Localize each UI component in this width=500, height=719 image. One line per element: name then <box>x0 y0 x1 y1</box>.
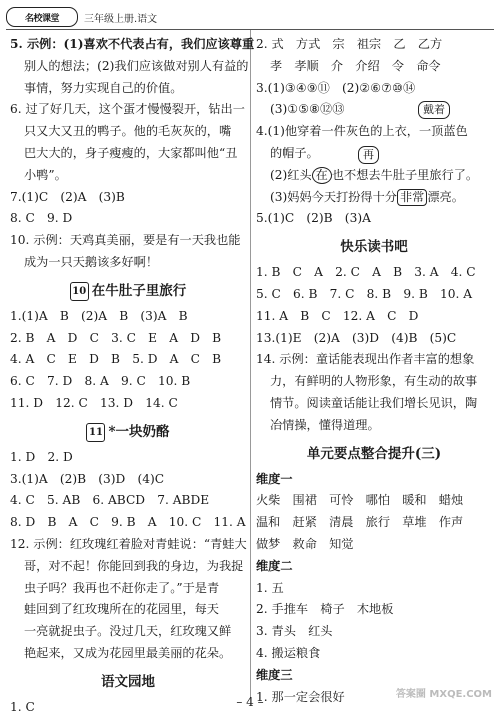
answer-line: 4. C 5. AB 6. ABCD 7. ABDE <box>10 493 210 508</box>
lesson-number-badge: 10 <box>70 282 89 301</box>
answer-line: 8. C 9. D <box>10 211 73 226</box>
answer-line: 温和 赶紧 清晨 旅行 草堆 作声 <box>256 515 464 530</box>
section-heading: 快乐读书吧 <box>340 239 408 256</box>
left-column <box>10 34 255 719</box>
answer-line: 3.(1)A (2)B (3)D (4)C <box>10 471 165 486</box>
answer-line: 5.(1)C (2)B (3)A <box>256 211 371 226</box>
lesson-title: *一块奶酪 <box>108 423 170 440</box>
answer-line <box>256 187 492 209</box>
answer-line: 3. 青头 红头 <box>256 624 333 639</box>
lesson-heading <box>10 420 246 444</box>
answer-line: 11. D 12. C 13. D 14. C <box>10 395 178 410</box>
answer-line: 3.(1)③④⑨⑪ (2)②⑥⑦⑩⑭ <box>256 80 416 95</box>
answer-line: 5. C 6. B 7. C 8. B 9. B 10. A <box>256 286 473 301</box>
answer-line: 冶情操，懂得道理。 <box>270 417 380 432</box>
answer-line: 巴大大的，身子瘦瘦的，大家都叫他“丑 <box>24 145 238 160</box>
book-logo: 名校课堂 <box>6 7 78 27</box>
answer-line: 7.(1)C (2)A (3)B <box>10 189 125 204</box>
answer-line: 情节。阅读童话能让我们增长见识，陶 <box>270 395 478 410</box>
answer-line: 4. A C E D B 5. D A C B <box>10 352 222 367</box>
answer-text: 漂亮。 <box>427 189 464 204</box>
lesson-number-badge: 11 <box>86 423 105 442</box>
answer-line: 2. 式 方式 宗 祖宗 乙 乙方 <box>256 37 443 51</box>
answer-line: 1. 五 <box>256 580 284 595</box>
circled-char: 在 <box>312 167 332 184</box>
answer-line: 11. A B C 12. A C D <box>256 308 419 323</box>
answer-line: 5. 示例：(1)喜欢不代表占有，我们应该尊重 <box>10 37 255 51</box>
answer-line: 14. 示例：童话能表现出作者丰富的想象 <box>256 352 475 367</box>
column-divider <box>250 30 251 698</box>
answer-line: 力，有鲜明的人物形象，有生动的故事 <box>270 374 478 389</box>
answer-line: 一亮就捉虫子。没过几天，红玫瑰又鲜 <box>24 624 232 639</box>
answer-line: 2. B A D C 3. C E A D B <box>10 330 222 345</box>
answer-line: (3)①⑤⑧⑫⑬ <box>270 102 345 117</box>
answer-text: (3)妈妈今天打扮得十分 <box>270 189 397 204</box>
answer-line: 1. C <box>10 699 35 714</box>
correction-callout: 戴着 <box>418 101 450 119</box>
answer-line: 12. 示例：红玫瑰红着脸对青蛙说：“青蛙大 <box>10 536 247 551</box>
answer-line: 8. D B A C 9. B A 10. C 11. A <box>10 515 246 530</box>
dimension-title: 维度一 <box>256 471 293 486</box>
right-column <box>256 34 492 708</box>
answer-line: 火柴 围裙 可怜 哪怕 暖和 蜡烛 <box>256 493 464 508</box>
answer-line: 10. 示例：天鸡真美丽，要是有一天我也能 <box>10 233 241 248</box>
answer-line: 艳起来，又成为花园里最美丽的花朵。 <box>24 645 232 660</box>
answer-line: 做梦 救命 知觉 <box>256 536 354 551</box>
answer-line: 成为一只天鹅该多好啊！ <box>24 254 159 269</box>
lesson-title: 在牛肚子里旅行 <box>91 282 187 299</box>
answer-line: 1. B C A 2. C A B 3. A 4. C <box>256 265 476 280</box>
answer-line: 孝 孝顺 介 介绍 令 命令 <box>270 58 441 73</box>
answer-line: 6. C 7. D 8. A 9. C 10. B <box>10 374 191 389</box>
answer-text: 也不想去牛肚子里旅行了。 <box>331 167 479 182</box>
answer-line: 蛙回到了红玫瑰所在的花园里，每天 <box>24 602 219 617</box>
answer-line: 事情，努力实现自己的价值。 <box>24 80 183 95</box>
answer-line: 小鸭”。 <box>24 167 67 182</box>
answer-line: 1. 那一定会很好 <box>256 689 345 704</box>
answer-line: 1.(1)A B (2)A B (3)A B <box>10 308 188 323</box>
answer-line <box>256 165 492 187</box>
answer-line: 6. 过了好几天，这个蛋才慢慢裂开，钻出一 <box>10 102 245 117</box>
lesson-heading <box>10 279 246 303</box>
watermark: 答案圈 MXQE.COM <box>395 689 492 700</box>
answer-line: 虫子吗？我再也不赶你走了。”于是青 <box>24 580 220 595</box>
answer-line: 哥，对不起！你能回到我的身边，为我捉 <box>24 558 244 573</box>
answer-line: 2. 手推车 椅子 木地板 <box>256 602 394 617</box>
answer-line: 的帽子。 <box>270 145 319 160</box>
dimension-title: 维度三 <box>256 667 293 682</box>
page-number: – 4 – <box>236 695 264 709</box>
answer-line: 只又大又丑的鸭子。他的毛灰灰的，嘴 <box>24 124 232 139</box>
section-heading: 语文园地 <box>101 673 155 690</box>
dimension-title: 维度二 <box>256 558 293 573</box>
header-title: 三年级上册.语文 <box>84 13 158 25</box>
section-heading: 单元要点整合提升(三) <box>306 445 442 462</box>
boxed-word: 非常 <box>397 189 427 206</box>
answer-line: 4. 搬运粮食 <box>256 645 321 660</box>
answer-line: 4.(1)他穿着一件灰色的上衣，一顶蓝色 <box>256 124 468 139</box>
page-header <box>6 6 157 28</box>
answer-line: 别人的想法；(2)我们应该做对别人有益的 <box>24 58 249 73</box>
correction-callout: 再 <box>358 146 379 164</box>
answer-line: 1. D 2. D <box>10 449 73 464</box>
answer-text: (2)红头 <box>270 167 312 182</box>
answer-line: 13.(1)E (2)A (3)D (4)B (5)C <box>256 330 457 345</box>
